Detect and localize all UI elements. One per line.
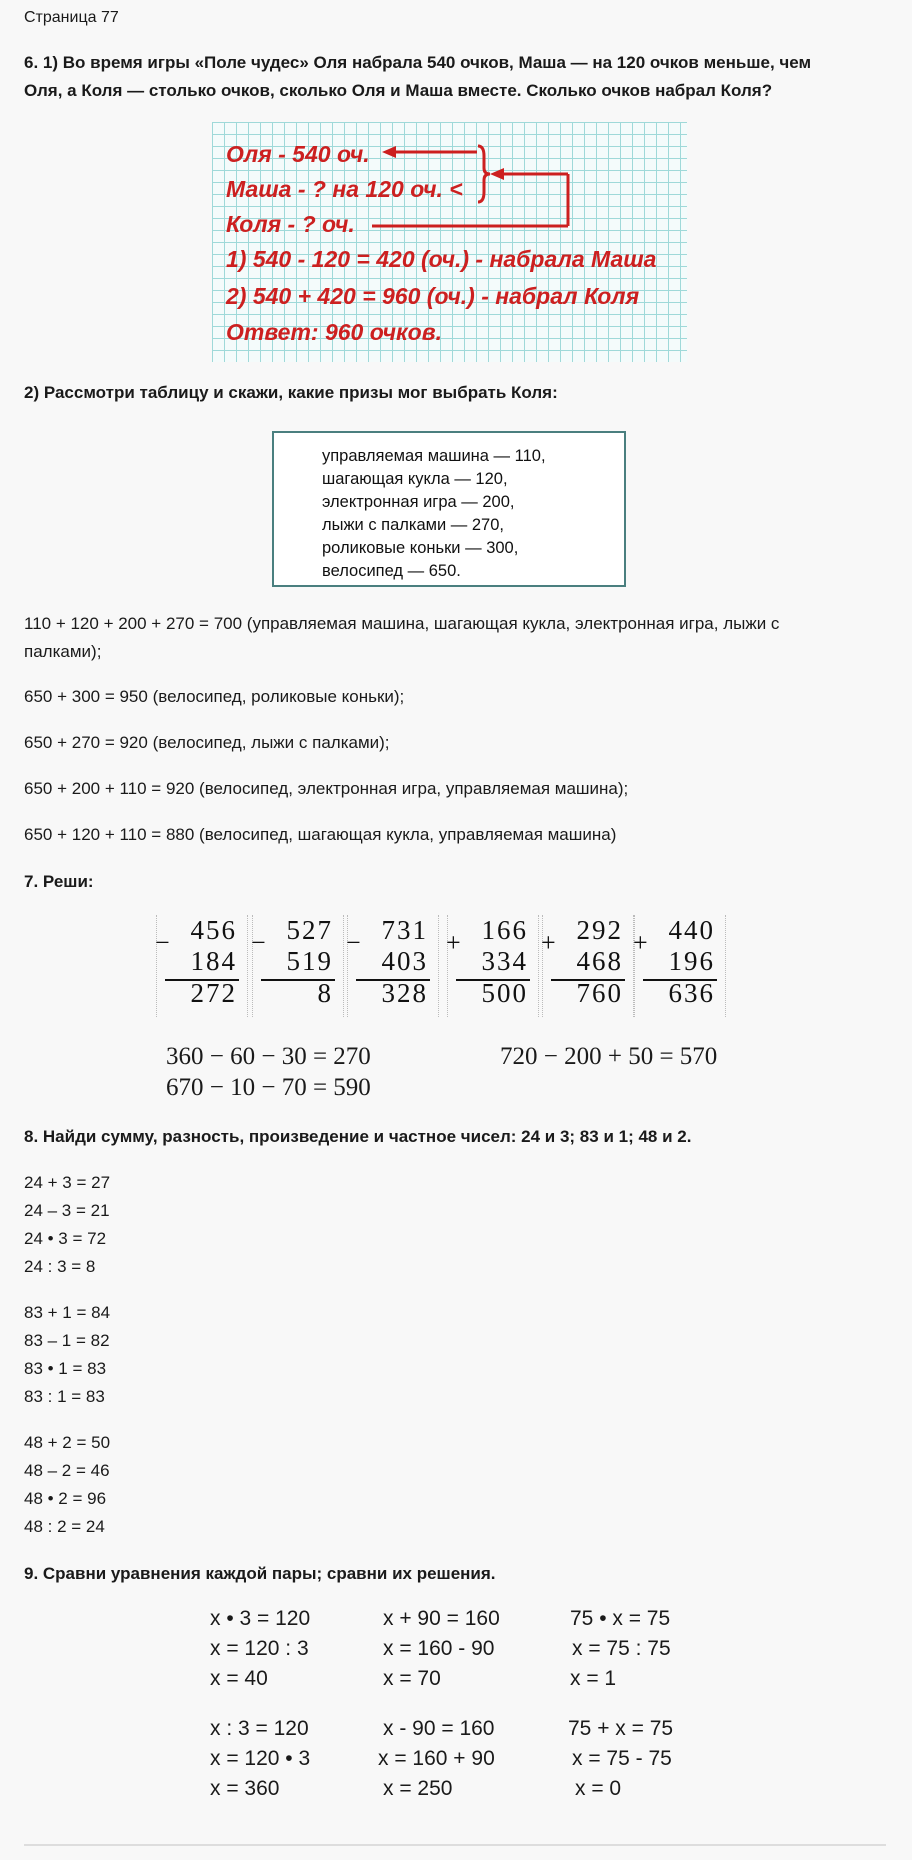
equation-line: 24 : 3 = 8 (24, 1257, 96, 1276)
equation-line: 48 : 2 = 24 (24, 1517, 105, 1536)
notebook-line-kolya: Коля - ? оч. (226, 211, 355, 237)
subtrahend-or-addend: 196 (668, 946, 715, 976)
minuend-or-addend: 166 (481, 915, 528, 945)
equation-line: 24 • 3 = 72 (24, 1229, 107, 1248)
equation: x = 1 (570, 1667, 617, 1690)
prize-item: лыжи с палками — 270, (322, 516, 504, 534)
equation-line: 83 • 1 = 83 (24, 1359, 107, 1378)
equation: x + 90 = 160 (383, 1607, 500, 1630)
notebook-line-olya: Оля - 540 оч. (226, 141, 370, 167)
notebook-line-masha: Маша - ? на 120 оч. < (226, 176, 463, 202)
equation: 75 + x = 75 (568, 1717, 674, 1740)
result: 8 (317, 978, 333, 1008)
equation-line: 83 : 1 = 83 (24, 1387, 105, 1406)
notebook-step1: 1) 540 - 120 = 420 (оч.) - набрала Маша (226, 246, 657, 272)
prize-item: управляемая машина — 110, (322, 447, 546, 465)
equation: x = 70 (383, 1667, 441, 1690)
result: 636 (668, 978, 715, 1008)
equation: x = 0 (575, 1777, 622, 1800)
answer-line: палками); (24, 642, 102, 661)
notebook-step2: 2) 540 + 420 = 960 (оч.) - набрал Коля (226, 283, 640, 309)
task6-heading-line2: Оля, а Коля — столько очков, сколько Оля и Маша вместе. Сколько очков набрал Коля? (24, 81, 773, 100)
expression: 720 − 200 + 50 = 570 (500, 1043, 718, 1070)
equation: x • 3 = 120 (210, 1607, 311, 1630)
task6-heading-line1: 6. 1) Во время игры «Поле чудес» Оля набрала 540 очков, Маша — на 120 очков меньше, чем (24, 53, 812, 72)
equation: x = 250 (383, 1777, 453, 1800)
expression: 670 − 10 − 70 = 590 (166, 1074, 371, 1101)
equation-line: 24 – 3 = 21 (24, 1201, 110, 1220)
equation-line: 48 + 2 = 50 (24, 1433, 111, 1452)
column-calculation (447, 915, 539, 1017)
equation: x = 120 : 3 (210, 1637, 309, 1660)
prize-table (272, 431, 626, 587)
task8-heading: 8. Найди сумму, разность, произведение и частное чисел: 24 и 3; 83 и 1; 48 и 2. (24, 1127, 692, 1146)
equation-line: 48 • 2 = 96 (24, 1489, 107, 1508)
minuend-or-addend: 527 (286, 915, 333, 945)
notebook-answer: Ответ: 960 очков. (226, 319, 443, 345)
operator-sign: − (155, 928, 170, 957)
minuend-or-addend: 440 (668, 915, 715, 945)
equation-line: 48 – 2 = 46 (24, 1461, 110, 1480)
answer-line: 650 + 200 + 110 = 920 (велосипед, электронная игра, управляемая машина); (24, 779, 629, 798)
notebook-solution-image (212, 122, 687, 362)
page-label: Страница 77 (24, 9, 119, 26)
subtrahend-or-addend: 519 (286, 946, 333, 976)
answer-line: 650 + 120 + 110 = 880 (велосипед, шагающая кукла, управляемая машина) (24, 825, 617, 844)
operator-sign: − (251, 928, 266, 957)
result: 500 (481, 978, 528, 1008)
operator-sign: + (446, 928, 461, 957)
operator-sign: + (541, 928, 556, 957)
column-calculation (542, 915, 634, 1017)
expression: 360 − 60 − 30 = 270 (166, 1043, 371, 1070)
column-calculation (156, 915, 248, 1017)
equation: 75 • x = 75 (570, 1607, 671, 1630)
subtrahend-or-addend: 468 (576, 946, 623, 976)
equation-line: 83 – 1 = 82 (24, 1331, 110, 1350)
subtrahend-or-addend: 184 (190, 946, 237, 976)
prize-item: шагающая кукла — 120, (322, 470, 508, 488)
bottom-divider (24, 1844, 886, 1846)
equation: x = 75 - 75 (572, 1747, 672, 1770)
equation: x = 75 : 75 (572, 1637, 671, 1660)
equation: x = 40 (210, 1667, 268, 1690)
result: 760 (576, 978, 623, 1008)
task7-heading: 7. Реши: (24, 872, 94, 891)
column-calculation (347, 915, 439, 1017)
minuend-or-addend: 456 (190, 915, 237, 945)
subtrahend-or-addend: 403 (381, 946, 428, 976)
answer-line: 650 + 300 = 950 (велосипед, роликовые коньки); (24, 687, 405, 706)
notebook-arrows (212, 122, 687, 362)
equation: x = 120 • 3 (210, 1747, 311, 1770)
operator-sign: − (346, 928, 361, 957)
equation-line: 24 + 3 = 27 (24, 1173, 111, 1192)
equation: x = 160 + 90 (378, 1747, 495, 1770)
minuend-or-addend: 731 (381, 915, 428, 945)
prize-item: роликовые коньки — 300, (322, 539, 519, 557)
prize-item: электронная игра — 200, (322, 493, 515, 511)
equation: x = 360 (210, 1777, 280, 1800)
answer-line: 650 + 270 = 920 (велосипед, лыжи с палками); (24, 733, 390, 752)
equation: x = 160 - 90 (383, 1637, 495, 1660)
subtrahend-or-addend: 334 (481, 946, 528, 976)
task6-part2-heading: 2) Рассмотри таблицу и скажи, какие призы мог выбрать Коля: (24, 383, 558, 402)
equation: x : 3 = 120 (210, 1717, 309, 1740)
result: 328 (381, 978, 428, 1008)
column-calculation (634, 915, 726, 1017)
result: 272 (190, 978, 237, 1008)
operator-sign: + (633, 928, 648, 957)
minuend-or-addend: 292 (576, 915, 623, 945)
answer-line: 110 + 120 + 200 + 270 = 700 (управляемая машина, шагающая кукла, электронная игра, лыжи с (24, 614, 780, 633)
equation: x - 90 = 160 (383, 1717, 495, 1740)
prize-item: велосипед — 650. (322, 562, 461, 580)
task9-heading: 9. Сравни уравнения каждой пары; сравни их решения. (24, 1564, 496, 1583)
equation-line: 83 + 1 = 84 (24, 1303, 111, 1322)
column-calculation (252, 915, 344, 1017)
